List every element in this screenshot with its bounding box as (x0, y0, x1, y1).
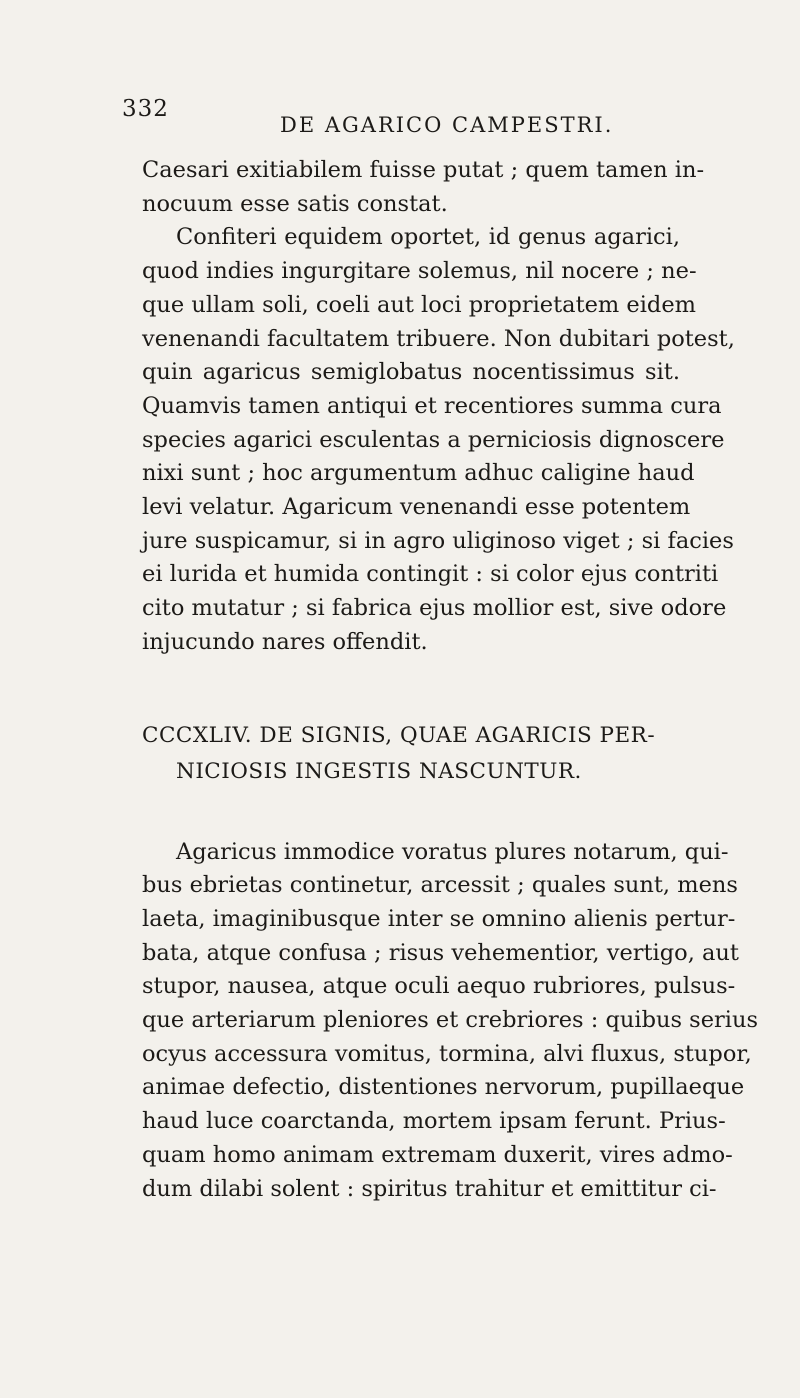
text-line: nixi sunt ; hoc argumentum adhuc caligine haud (142, 460, 695, 487)
text-line: Confiteri equidem oportet, id genus agarici, (176, 224, 680, 251)
text-line: animae defectio, distentiones nervorum, pupillaeque (142, 1074, 745, 1101)
text-line: injucundo nares offendit. (142, 628, 428, 655)
text-line: venenandi facultatem tribuere. Non dubitari potest, (142, 325, 735, 352)
heading-line: CCCXLIV. DE SIGNIS, QUAE AGARICIS PER- (142, 722, 656, 748)
text-line: bata, atque confusa ; risus vehementior, vertigo, aut (142, 939, 739, 966)
text-block (142, 154, 759, 1206)
text-line: dum dilabi solent : spiritus trahitur et emittitur ci- (142, 1175, 717, 1202)
paragraph-2 (142, 221, 735, 659)
paragraph-3 (142, 836, 759, 1207)
text-line: haud luce coarctanda, mortem ipsam ferunt. Prius- (142, 1108, 726, 1135)
text-line: species agarici esculentas a perniciosis dignoscere (142, 426, 725, 453)
text-line: que ullam soli, coeli aut loci proprietatem eidem (142, 291, 696, 318)
text-line: levi velatur. Agaricum venenandi esse potentem (142, 494, 691, 521)
text-line: jure suspicamur, si in agro uliginoso viget ; si facies (142, 527, 734, 554)
page-number: 332 (122, 96, 169, 122)
text-line: Quamvis tamen antiqui et recentiores summa cura (142, 392, 722, 419)
paragraph-1 (142, 154, 705, 221)
text-line: bus ebrietas continetur, arcessit ; quales sunt, mens (142, 872, 738, 899)
text-line: ei lurida et humida contingit : si color ejus contriti (142, 561, 719, 588)
text-line: stupor, nausea, atque oculi aequo rubriores, pulsus- (142, 973, 736, 1000)
text-line: laeta, imaginibusque inter se omnino alienis pertur- (142, 905, 736, 932)
text-line: Agaricus immodice voratus plures notarum, qui- (176, 838, 729, 865)
text-line: Caesari exitiabilem fuisse putat ; quem tamen in- (142, 157, 705, 183)
text-line: quam homo animam extremam duxerit, vires admo- (142, 1141, 733, 1168)
section-heading (142, 718, 680, 790)
text-line: nocuum esse satis constat. (142, 190, 448, 217)
text-line: quin agaricus semiglobatus nocentissimus sit. (142, 359, 680, 386)
heading-line: NICIOSIS INGESTIS NASCUNTUR. (176, 758, 582, 784)
text-line: que arteriarum pleniores et crebriores : quibus serius (142, 1007, 759, 1034)
text-line: quod indies ingurgitare solemus, nil nocere ; ne- (142, 258, 697, 285)
text-line: ocyus accessura vomitus, tormina, alvi fluxus, stupor, (142, 1040, 752, 1067)
text-line: cito mutatur ; si fabrica ejus mollior est, sive odore (142, 595, 727, 622)
running-head: DE AGARICO CAMPESTRI. (280, 113, 614, 137)
